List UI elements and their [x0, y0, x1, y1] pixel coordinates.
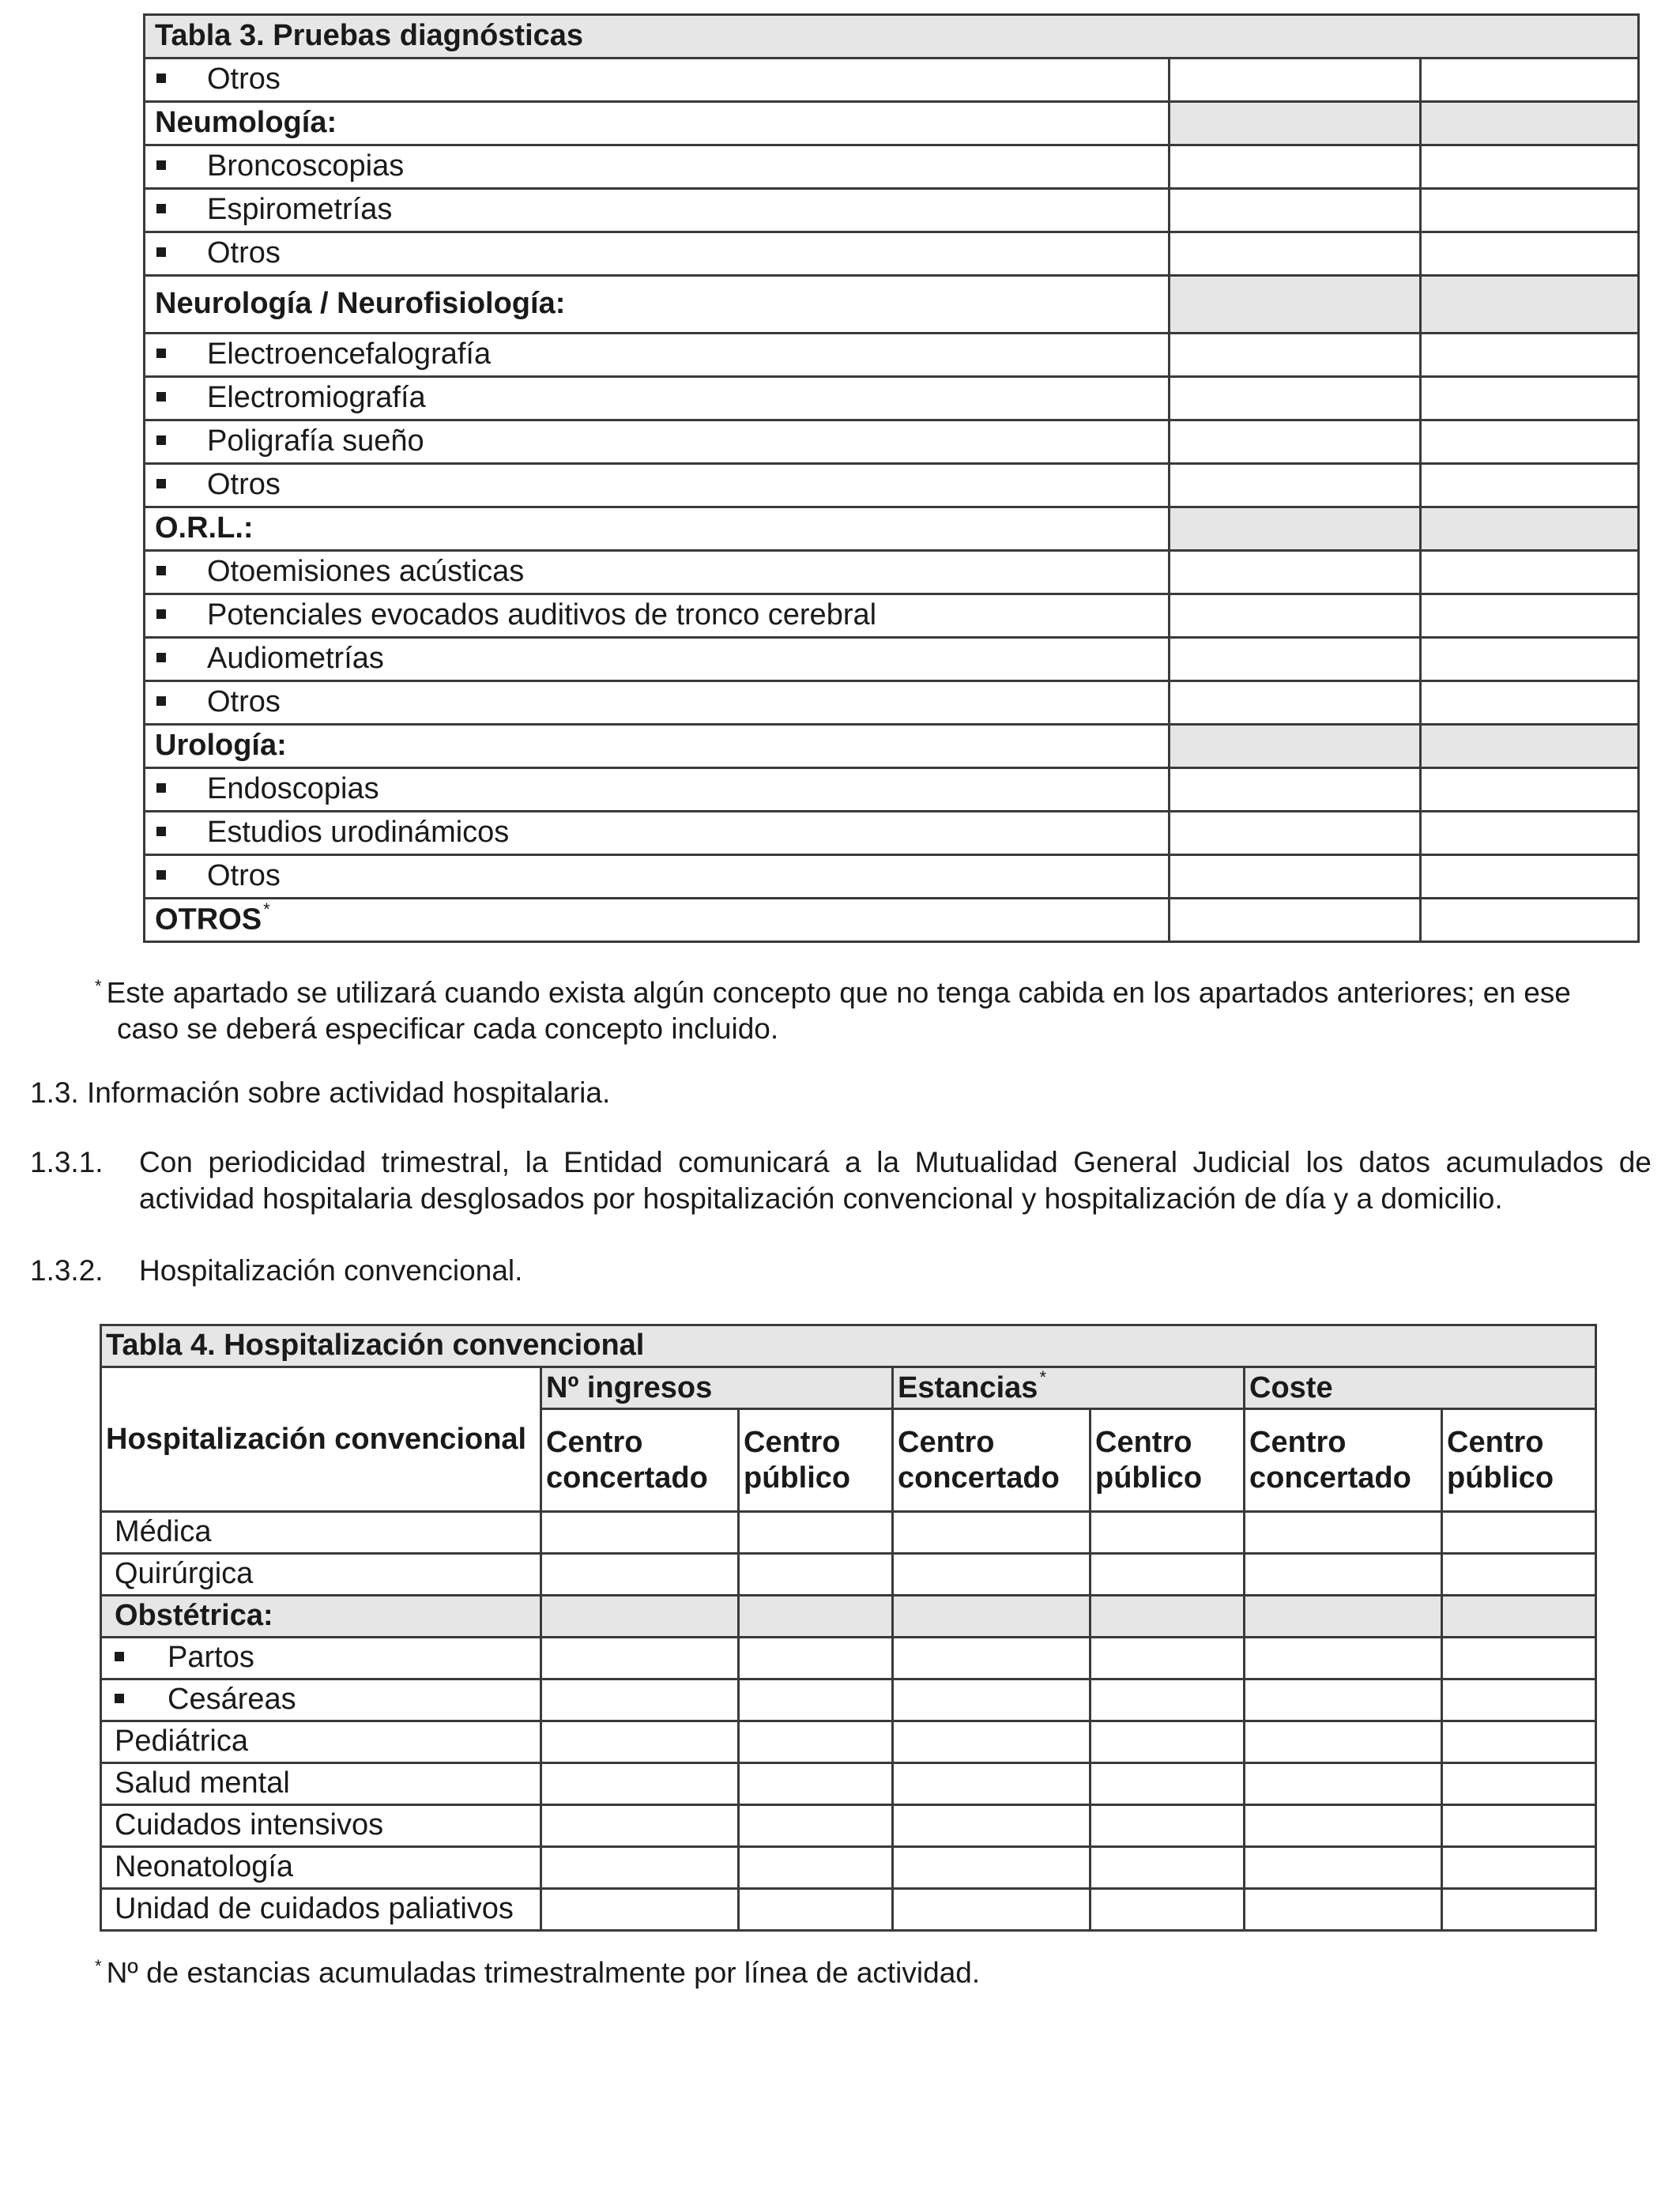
value-cell: [1421, 189, 1639, 232]
value-cell: [1442, 1638, 1596, 1679]
value-cell: [1442, 1512, 1596, 1554]
value-cell: [739, 1721, 893, 1763]
table-row: [145, 768, 1639, 812]
bullet-icon: [156, 609, 166, 619]
group-header-estancias: Estancias*: [893, 1367, 1245, 1409]
value-cell: [739, 1805, 893, 1847]
section-label: Urología:: [145, 725, 1170, 768]
word: Judicial: [1192, 1146, 1290, 1178]
word: comunicará: [678, 1146, 830, 1178]
value-cell: [1170, 681, 1421, 725]
value-cell: [1421, 899, 1639, 942]
section-label: Neumología:: [145, 102, 1170, 145]
footnote-text: Nº de estancias acumuladas trimestralmente por línea de actividad.: [106, 1956, 981, 1989]
footnote-marker: *: [95, 976, 102, 996]
value-cell: [893, 1847, 1090, 1889]
value-cell: [1245, 1847, 1442, 1889]
word: periodicidad: [208, 1146, 367, 1178]
column-header: Centro concertado: [893, 1409, 1090, 1512]
column-header: Centro público: [1442, 1409, 1596, 1512]
table-row: [101, 1554, 1596, 1596]
table-hospitalizacion-convencional: [100, 1324, 1597, 1932]
table-row: [101, 1679, 1596, 1721]
row-label: Otros: [145, 232, 1170, 276]
table-row: [145, 58, 1639, 102]
table-row: [145, 276, 1639, 334]
value-cell: [1170, 377, 1421, 420]
value-cell: [1170, 768, 1421, 812]
value-cell: [1442, 1805, 1596, 1847]
value-cell: [739, 1679, 893, 1721]
value-cell: [893, 1721, 1090, 1763]
value-cell: [739, 1847, 893, 1889]
row-label: Endoscopias: [145, 768, 1170, 812]
value-cell: [1245, 1721, 1442, 1763]
value-cell: [1442, 1554, 1596, 1596]
table-row: [145, 189, 1639, 232]
bullet-icon: [156, 435, 166, 445]
row-label: Cuidados intensivos: [101, 1805, 541, 1847]
table-row: [145, 812, 1639, 855]
column-header: Centro concertado: [1245, 1409, 1442, 1512]
footnote-estancias: [95, 1948, 980, 1991]
column-header: Centro concertado: [541, 1409, 739, 1512]
row-label: Médica: [101, 1512, 541, 1554]
value-cell: [1090, 1554, 1245, 1596]
row-label: Audiometrías: [145, 638, 1170, 681]
bullet-icon: [156, 392, 166, 401]
value-cell: [541, 1679, 739, 1721]
section-number: 1.3.: [30, 1076, 79, 1109]
value-cell: [1170, 102, 1421, 145]
value-cell: [1421, 551, 1639, 594]
value-cell: [1170, 464, 1421, 507]
section-heading: Hospitalización convencional.: [139, 1254, 523, 1287]
value-cell: [1170, 189, 1421, 232]
footnote-otros: [95, 968, 1656, 1047]
value-cell: [1421, 276, 1639, 334]
section-label: O.R.L.:: [145, 507, 1170, 551]
value-cell: [541, 1805, 739, 1847]
value-cell: [739, 1638, 893, 1679]
value-cell: [893, 1638, 1090, 1679]
table-row: [145, 377, 1639, 420]
table-row: [145, 464, 1639, 507]
row-label: Potenciales evocados auditivos de tronco cerebral: [145, 594, 1170, 638]
row-label: Otros: [145, 464, 1170, 507]
section-1-3-2: [30, 1253, 522, 1289]
table-row: [145, 334, 1639, 377]
word: trimestral,: [381, 1146, 510, 1178]
section-number: 1.3.2.: [30, 1254, 104, 1287]
table-row: [145, 725, 1639, 768]
value-cell: [541, 1596, 739, 1638]
table-row: [101, 1889, 1596, 1931]
value-cell: [1170, 232, 1421, 276]
bullet-icon: [156, 566, 166, 575]
row-label: Cesáreas: [101, 1679, 541, 1721]
word: Con: [139, 1146, 193, 1178]
value-cell: [1245, 1596, 1442, 1638]
section-1-3: [30, 1075, 610, 1111]
bullet-icon: [156, 479, 166, 488]
row-header: Hospitalización convencional: [101, 1367, 541, 1512]
table-row: [145, 145, 1639, 189]
value-cell: [1090, 1596, 1245, 1638]
table-row: [145, 102, 1639, 145]
word: General: [1073, 1146, 1177, 1178]
value-cell: [1421, 102, 1639, 145]
value-cell: [1170, 812, 1421, 855]
value-cell: [739, 1596, 893, 1638]
row-label: Otros: [145, 681, 1170, 725]
table-row: [145, 551, 1639, 594]
word: Entidad: [563, 1146, 663, 1178]
value-cell: [1421, 377, 1639, 420]
table-pruebas-diagnosticas: [143, 13, 1640, 943]
bullet-icon: [156, 827, 166, 836]
paragraph-line-2: actividad hospitalaria desglosados por hospitalización convencional y hospitalización de día y a domicilio.: [139, 1182, 1503, 1215]
value-cell: [541, 1763, 739, 1805]
table-row: [101, 1763, 1596, 1805]
value-cell: [1421, 768, 1639, 812]
bullet-icon: [156, 204, 166, 213]
bullet-icon: [156, 160, 166, 170]
word: la: [525, 1146, 548, 1178]
value-cell: [1245, 1679, 1442, 1721]
footnote-marker: *: [95, 1956, 102, 1976]
value-cell: [739, 1889, 893, 1931]
value-cell: [739, 1554, 893, 1596]
bullet-icon: [156, 696, 166, 706]
value-cell: [541, 1512, 739, 1554]
value-cell: [1245, 1512, 1442, 1554]
row-label: Otoemisiones acústicas: [145, 551, 1170, 594]
value-cell: [1170, 145, 1421, 189]
table-row: [145, 638, 1639, 681]
value-cell: [893, 1679, 1090, 1721]
row-label: Neonatología: [101, 1847, 541, 1889]
value-cell: [1170, 899, 1421, 942]
value-cell: [893, 1512, 1090, 1554]
value-cell: [1090, 1847, 1245, 1889]
value-cell: [1442, 1721, 1596, 1763]
bullet-icon: [115, 1652, 124, 1661]
value-cell: [1421, 232, 1639, 276]
table-title: Tabla 3. Pruebas diagnósticas: [145, 15, 1639, 58]
value-cell: [893, 1889, 1090, 1931]
value-cell: [1442, 1596, 1596, 1638]
value-cell: [1170, 725, 1421, 768]
value-cell: [1090, 1763, 1245, 1805]
value-cell: [1170, 855, 1421, 899]
word: los: [1305, 1146, 1343, 1178]
bullet-icon: [156, 653, 166, 662]
value-cell: [1090, 1721, 1245, 1763]
value-cell: [1170, 276, 1421, 334]
table-row: [145, 232, 1639, 276]
value-cell: [1421, 58, 1639, 102]
word: datos: [1358, 1146, 1430, 1178]
group-header-coste: Coste: [1245, 1367, 1596, 1409]
value-cell: [1421, 464, 1639, 507]
value-cell: [1421, 507, 1639, 551]
word: la: [876, 1146, 900, 1178]
section-1-3-1: [30, 1144, 1652, 1217]
table-row: [145, 681, 1639, 725]
row-label: Broncoscopias: [145, 145, 1170, 189]
value-cell: [1170, 420, 1421, 464]
value-cell: [541, 1638, 739, 1679]
value-cell: [1090, 1805, 1245, 1847]
group-header-ingresos: Nº ingresos: [541, 1367, 893, 1409]
value-cell: [1170, 334, 1421, 377]
value-cell: [1421, 855, 1639, 899]
footnote-line-2: caso se deberá especificar cada concepto incluido.: [117, 1012, 779, 1046]
row-label: OTROS*: [145, 899, 1170, 942]
bullet-icon: [156, 74, 166, 83]
column-header: Centro público: [1090, 1409, 1245, 1512]
value-cell: [1170, 638, 1421, 681]
value-cell: [1170, 594, 1421, 638]
table-row: [145, 594, 1639, 638]
row-label: Unidad de cuidados paliativos: [101, 1889, 541, 1931]
bullet-icon: [156, 783, 166, 793]
paragraph-line-1: [139, 1144, 1652, 1181]
value-cell: [1421, 725, 1639, 768]
value-cell: [1421, 420, 1639, 464]
table-row: [145, 855, 1639, 899]
value-cell: [541, 1554, 739, 1596]
row-label: Estudios urodinámicos: [145, 812, 1170, 855]
section-number: 1.3.1.: [30, 1146, 104, 1178]
word: acumulados: [1445, 1146, 1604, 1178]
value-cell: [893, 1763, 1090, 1805]
value-cell: [1421, 334, 1639, 377]
bullet-icon: [115, 1694, 124, 1703]
row-label: Poligrafía sueño: [145, 420, 1170, 464]
value-cell: [1421, 812, 1639, 855]
row-label: Salud mental: [101, 1763, 541, 1805]
value-cell: [1421, 594, 1639, 638]
bullet-icon: [156, 349, 166, 358]
word: a: [845, 1146, 861, 1178]
value-cell: [1090, 1679, 1245, 1721]
table-row: [101, 1512, 1596, 1554]
table-row: [101, 1721, 1596, 1763]
section-label: Obstétrica:: [101, 1596, 541, 1638]
row-label: Electromiografía: [145, 377, 1170, 420]
value-cell: [1245, 1554, 1442, 1596]
table-row: [145, 507, 1639, 551]
row-label: Partos: [101, 1638, 541, 1679]
table-row: [145, 899, 1639, 942]
value-cell: [1245, 1805, 1442, 1847]
row-label: Otros: [145, 58, 1170, 102]
value-cell: [739, 1763, 893, 1805]
table-row: [101, 1596, 1596, 1638]
value-cell: [893, 1805, 1090, 1847]
value-cell: [893, 1554, 1090, 1596]
table-row: [101, 1805, 1596, 1847]
table-row: [101, 1638, 1596, 1679]
value-cell: [1421, 145, 1639, 189]
bullet-icon: [156, 870, 166, 880]
footnote-line-1: Este apartado se utilizará cuando exista algún concepto que no tenga cabida en los apartados anteriores; en ese: [106, 976, 1571, 1009]
value-cell: [739, 1512, 893, 1554]
value-cell: [1442, 1679, 1596, 1721]
section-label: Neurología / Neurofisiología:: [145, 276, 1170, 334]
value-cell: [541, 1721, 739, 1763]
bullet-icon: [156, 247, 166, 257]
section-heading: Información sobre actividad hospitalaria.: [87, 1076, 611, 1109]
value-cell: [1245, 1763, 1442, 1805]
row-label: Otros: [145, 855, 1170, 899]
table-title: Tabla 4. Hospitalización convencional: [101, 1325, 1596, 1367]
row-label: Quirúrgica: [101, 1554, 541, 1596]
value-cell: [1090, 1889, 1245, 1931]
value-cell: [1090, 1512, 1245, 1554]
word: de: [1618, 1146, 1652, 1178]
value-cell: [1170, 551, 1421, 594]
value-cell: [893, 1596, 1090, 1638]
column-header: Centro público: [739, 1409, 893, 1512]
row-label: Espirometrías: [145, 189, 1170, 232]
value-cell: [1170, 58, 1421, 102]
value-cell: [1442, 1763, 1596, 1805]
value-cell: [1421, 638, 1639, 681]
footnote-marker: *: [263, 899, 270, 919]
value-cell: [541, 1847, 739, 1889]
value-cell: [1245, 1889, 1442, 1931]
value-cell: [1442, 1889, 1596, 1931]
table-row: [101, 1847, 1596, 1889]
value-cell: [1421, 681, 1639, 725]
value-cell: [1442, 1847, 1596, 1889]
value-cell: [1170, 507, 1421, 551]
value-cell: [1090, 1638, 1245, 1679]
value-cell: [541, 1889, 739, 1931]
value-cell: [1245, 1638, 1442, 1679]
word: Mutualidad: [914, 1146, 1058, 1178]
row-label: Electroencefalografía: [145, 334, 1170, 377]
table-row: [145, 420, 1639, 464]
row-label: Pediátrica: [101, 1721, 541, 1763]
